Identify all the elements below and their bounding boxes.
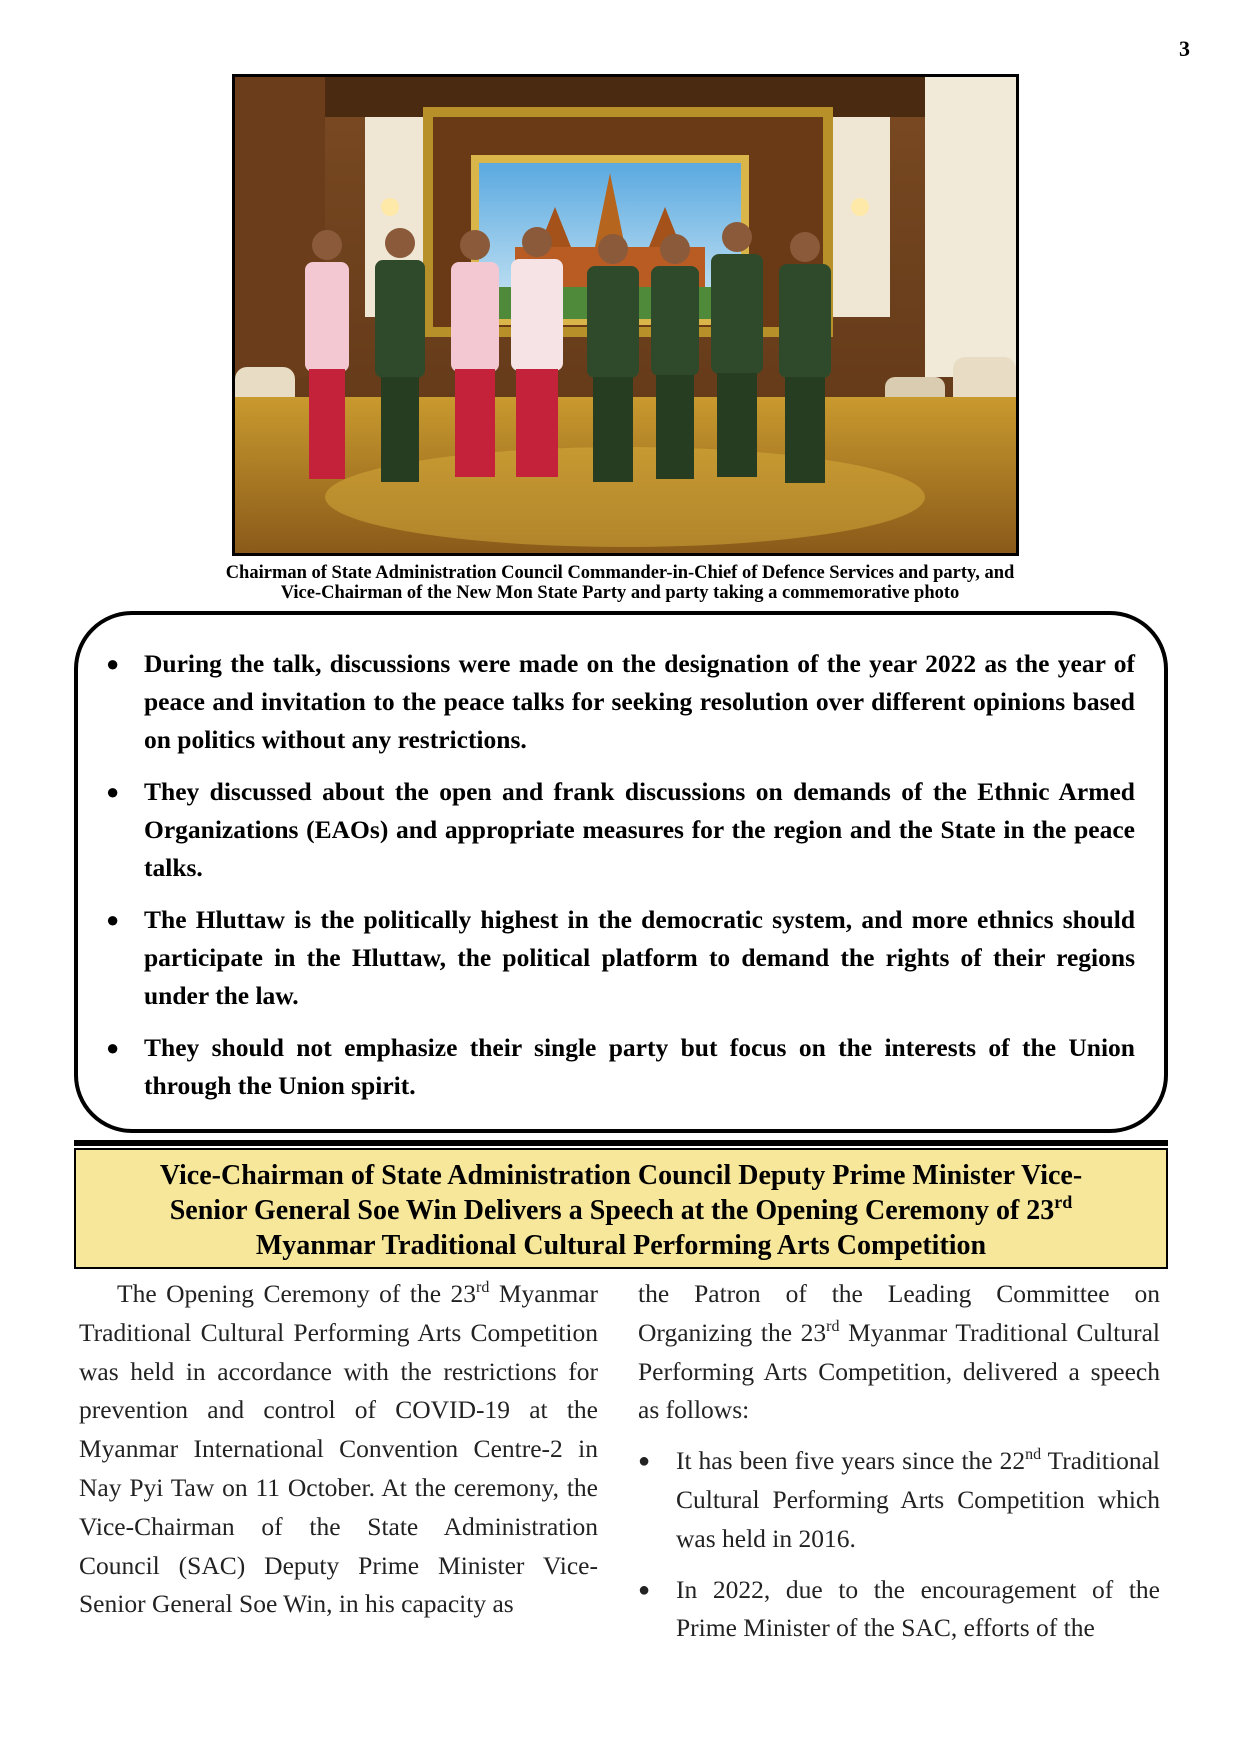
commemorative-photo — [232, 74, 1019, 556]
photo-caption-line-1: Chairman of State Administration Council Commander-in-Chief of Defence Services and party, and — [225, 563, 1015, 583]
headline-line-2 — [76, 1193, 1166, 1228]
speech-point-text: In 2022, due to the encouragement of the Prime Minister of the SAC, efforts of the — [676, 1574, 1160, 1643]
talk-point-text: The Hluttaw is the politically highest in the democratic system, and more ethnics should participate in the Hluttaw, the political platform to demand the rights of their regions under the law. — [144, 905, 1135, 1010]
speech-point — [638, 1571, 1160, 1649]
talk-point — [106, 645, 1135, 759]
paragraph-text: The Opening Ceremony of the 23 — [117, 1279, 477, 1308]
ordinal-suffix: rd — [826, 1317, 840, 1335]
paragraph-text: Myanmar Traditional Cultural Performing Arts Competition was held in accordance with the restrictions for prevention and control of COVID-19 at the Myanmar International Convention Centre-2 in Nay Pyi Taw on 11 October. At the ceremony, the Vice-Chairman of the State Administration Council (SAC) Deputy Prime Minister Vice-Senior General Soe Win, in his capacity as — [79, 1279, 599, 1619]
ordinal-suffix: nd — [1025, 1446, 1042, 1464]
headline-line-2-text: Senior General Soe Win Delivers a Speech at the Opening Ceremony of 23 — [169, 1195, 1055, 1226]
talk-point-text: They discussed about the open and frank discussions on demands of the Ethnic Armed Organizations (EAOs) and appropriate measures for the region and the State in the peace talks. — [144, 777, 1135, 882]
headline-top-rule — [74, 1140, 1168, 1146]
bullet-icon: ● — [638, 1450, 651, 1473]
speech-point — [638, 1442, 1160, 1558]
bullet-icon: ● — [106, 651, 120, 676]
article-right-column — [638, 1275, 1160, 1660]
bullet-icon: ● — [638, 1578, 651, 1601]
article-left-column — [79, 1275, 598, 1624]
photo-caption — [120, 563, 1120, 603]
ordinal-suffix: rd — [476, 1279, 490, 1296]
speech-point-text: It has been five years since the 22 — [676, 1446, 1026, 1476]
speech-points-list — [638, 1442, 1160, 1648]
article-paragraph — [638, 1275, 1160, 1430]
talk-point-text: They should not emphasize their single party but focus on the interests of the Union through the Union spirit. — [144, 1033, 1135, 1100]
talk-point-text: During the talk, discussions were made on the designation of the year 2022 as the year of peace and invitation to the peace talks for seeking resolution over different opinions based on politics without any restrictions. — [144, 649, 1135, 754]
bullet-icon: ● — [106, 1035, 120, 1060]
headline-line-1: Vice-Chairman of State Administration Council Deputy Prime Minister Vice- — [159, 1160, 1083, 1191]
talk-point — [106, 773, 1135, 887]
speech-point-text: Traditional Cultural Performing Arts Competition which was held in 2016. — [676, 1446, 1160, 1553]
headline-line-3: Myanmar Traditional Cultural Performing Arts Competition — [255, 1230, 987, 1261]
article-paragraph — [79, 1275, 598, 1624]
bullet-icon: ● — [106, 907, 120, 932]
headline-ordinal: rd — [1054, 1192, 1073, 1212]
paragraph-text: the Patron of the Leading Committee on Organizing the 23 — [638, 1279, 1160, 1347]
talk-point — [106, 1029, 1135, 1105]
article-headline — [74, 1148, 1168, 1269]
paragraph-text: Myanmar Traditional Cultural Performing Arts Competition, delivered a speech as follows: — [638, 1317, 1160, 1425]
photo-caption-line-2: Vice-Chairman of the New Mon State Party and party taking a commemorative photo — [280, 583, 960, 603]
page-number: 3 — [1179, 36, 1190, 61]
talk-points-box — [74, 611, 1168, 1133]
talk-points-list — [106, 645, 1135, 1105]
talk-point — [106, 901, 1135, 1015]
bullet-icon: ● — [106, 779, 120, 804]
